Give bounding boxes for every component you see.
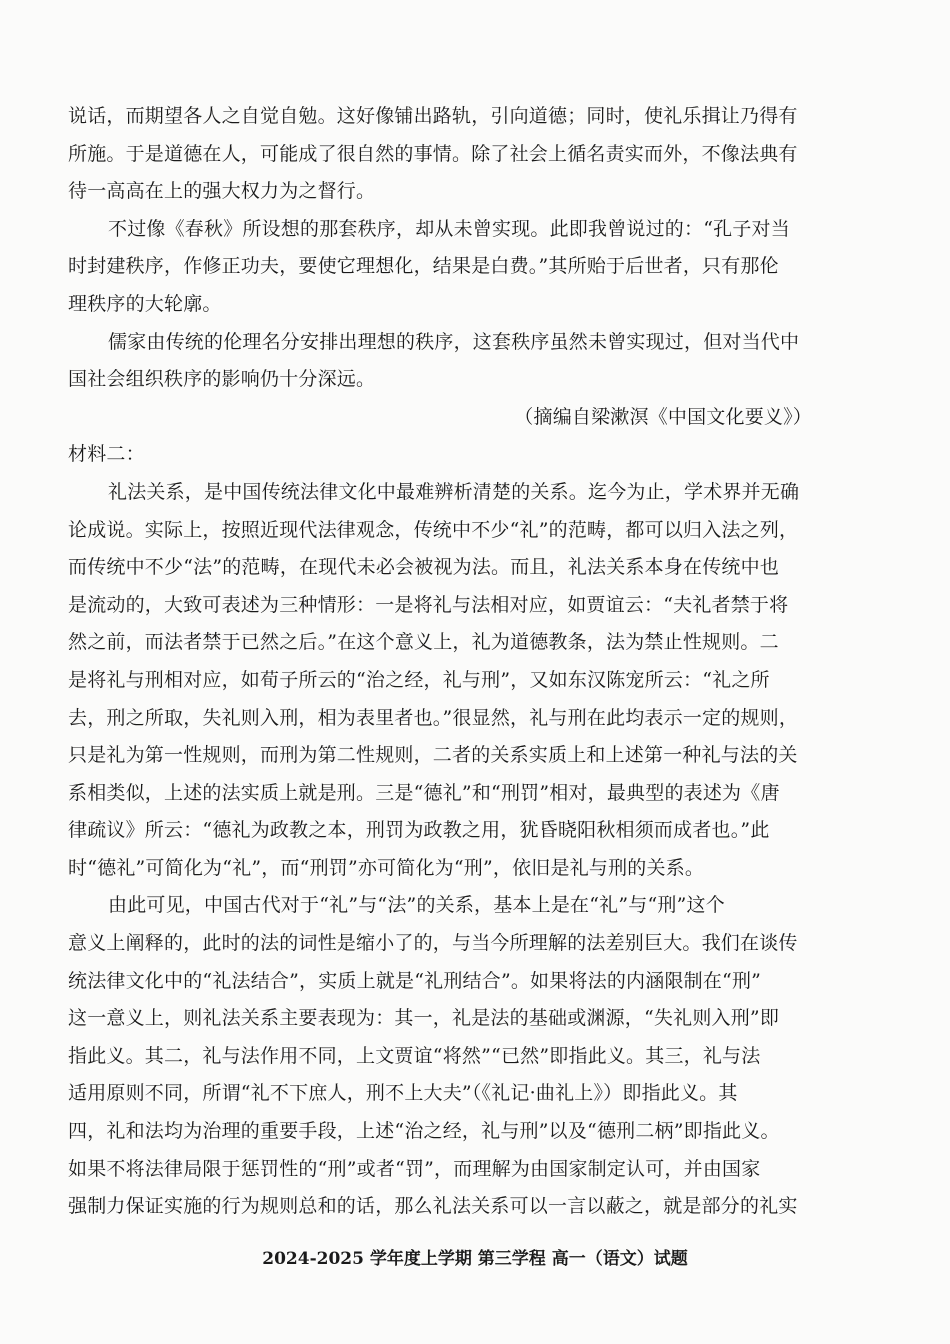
paragraph-start: 由此可见，中国古代对于“礼”与“法”的关系，基本上是在“礼”与“刑”这个	[108, 894, 725, 917]
text-line: 意义上阐释的，此时的法的词性是缩小了的，与当今所理解的法差别巨大。我们在谈传	[68, 932, 798, 955]
text-line: 这一意义上，则礼法关系主要表现为：其一，礼是法的基础或渊源，“失礼则入刑”即	[68, 1007, 780, 1030]
paragraph-start: 礼法关系，是中国传统法律文化中最难辨析清楚的关系。迄今为止，学术界并无确	[108, 480, 800, 503]
text-line: 待一高高在上的强大权力为之督行。	[68, 180, 376, 203]
text-line: 系相类似，上述的法实质上就是刑。三是“德礼”和“刑罚”相对，最典型的表述为《唐	[68, 781, 780, 804]
text-line: 论成说。实际上，按照近现代法律观念，传统中不少“礼”的范畴，都可以归入法之列，	[68, 518, 799, 541]
text-line: 去，刑之所取，失礼则入刑，相为表里者也。”很显然，礼与刑在此均表示一定的规则，	[68, 706, 799, 729]
page-footer: 2024-2025 学年度上学期 第三学程 高一（语文）试题	[262, 1249, 688, 1269]
paragraph-start: 儒家由传统的伦理名分安排出理想的秩序，这套秩序虽然未曾实现过，但对当代中	[108, 330, 800, 353]
text-line: 时封建秩序，作修正功夫，要使它理想化，结果是白费。”其所贻于后世者，只有那伦	[68, 255, 779, 278]
text-line: 律疏议》所云：“德礼为政教之本，刑罚为政教之用，犹昏晓阳秋相须而成者也。”此	[68, 819, 770, 842]
text-body	[68, 98, 812, 1226]
text-line: 指此义。其二，礼与法作用不同，上文贾谊“将然”“已然”即指此义。其三，礼与法	[68, 1044, 761, 1067]
text-line: 国社会组织秩序的影响仍十分深远。	[68, 368, 376, 391]
text-line: 强制力保证实施的行为规则总和的话，那么礼法关系可以一言以蔽之，就是部分的礼实	[68, 1195, 798, 1218]
text-line: 只是礼为第一性规则，而刑为第二性规则，二者的关系实质上和上述第一种礼与法的关	[68, 744, 798, 767]
section-heading: 材料二：	[68, 443, 145, 466]
text-line: 说话，而期望各人之自觉自勉。这好像铺出路轨，引向道德；同时，使礼乐揖让乃得有	[68, 105, 798, 127]
text-line: 理秩序的大轮廓。	[68, 292, 222, 315]
text-line: 是将礼与刑相对应，如荀子所云的“治之经，礼与刑”，又如东汉陈宠所云：“礼之所	[68, 668, 770, 691]
source-citation: （摘编自梁漱溟《中国文化要义》）	[514, 405, 812, 428]
text-line: 是流动的，大致可表述为三种情形：一是将礼与法相对应，如贾谊云：“夫礼者禁于将	[68, 593, 789, 616]
text-line: 而传统中不少“法”的范畴，在现代未必会被视为法。而且，礼法关系本身在传统中也	[68, 556, 780, 579]
text-line: 所施。于是道德在人，可能成了很自然的事情。除了社会上循名责实而外，不像法典有	[68, 142, 798, 165]
text-line: 时“德礼”可简化为“礼”，而“刑罚”亦可简化为“刑”，依旧是礼与刑的关系。	[68, 856, 705, 879]
text-line: 然之前，而法者禁于已然之后。”在这个意义上，礼为道德教条，法为禁止性规则。二	[68, 631, 779, 654]
text-line: 适用原则不同，所谓“礼不下庶人，刑不上大夫”（《礼记·曲礼上》）即指此义。其	[68, 1082, 738, 1105]
paragraph-start: 不过像《春秋》所设想的那套秩序，却从未曾实现。此即我曾说过的：“孔子对当	[108, 217, 790, 240]
text-line: 四，礼和法均为治理的重要手段，上述“治之经，礼与刑”以及“德刑二柄”即指此义。	[68, 1120, 780, 1143]
text-line: 如果不将法律局限于惩罚性的“刑”或者“罚”，而理解为由国家制定认可，并由国家	[68, 1157, 761, 1180]
text-line: 统法律文化中的“礼法结合”，实质上就是“礼刑结合”。如果将法的内涵限制在“刑”	[68, 969, 762, 992]
